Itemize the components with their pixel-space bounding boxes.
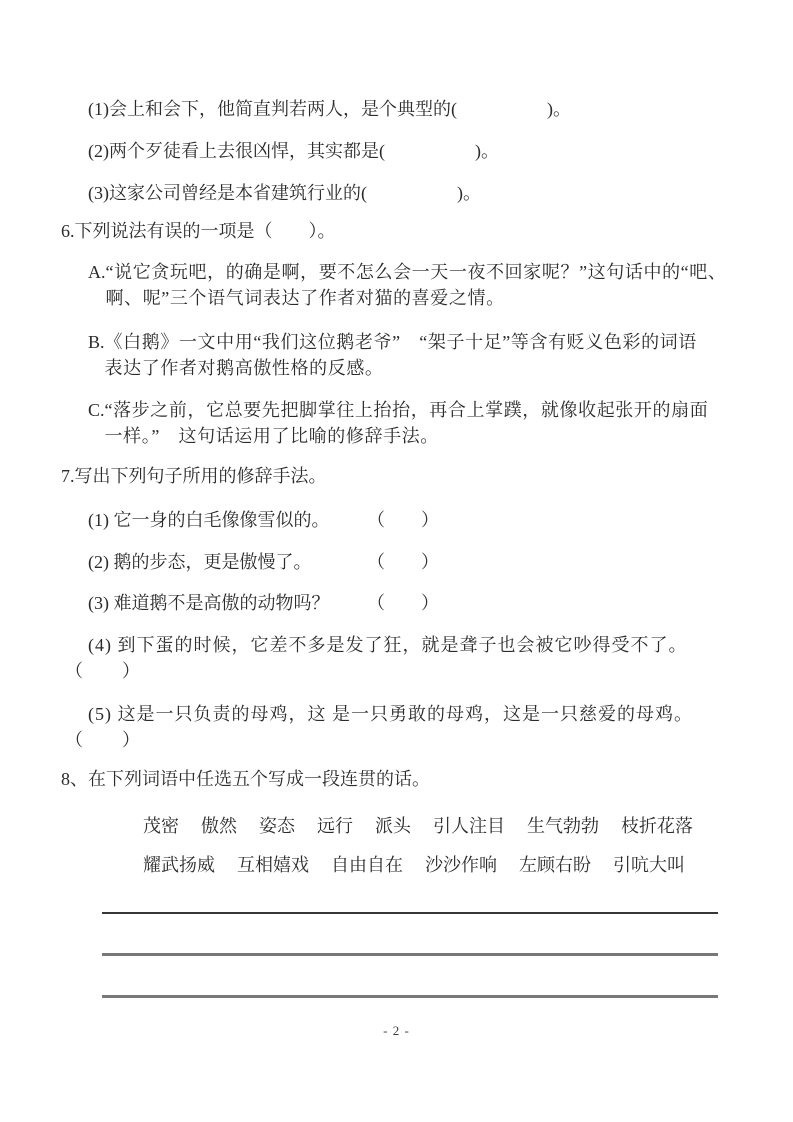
question-6-option-c: [88, 397, 745, 449]
word-item: 耀武扬威: [143, 855, 215, 875]
writing-line: [102, 953, 718, 956]
option-a-label: A.: [88, 262, 106, 282]
word-item: 姿态: [259, 816, 295, 836]
question-7-item-3: [88, 590, 745, 616]
answer-blank: （ ）: [65, 730, 141, 750]
question-5-items: [61, 96, 745, 222]
question-6-option-a: [88, 259, 745, 311]
question-7: [61, 463, 745, 753]
writing-line: [102, 912, 718, 914]
question-5-item-3: (3)这家公司曾经是本省建筑行业的( )。: [88, 183, 481, 203]
word-item: 傲然: [201, 816, 237, 836]
option-a-line-2: 啊、呢”三个语气词表达了作者对猫的喜爱之情。: [105, 288, 505, 308]
question-7-item-3-text: (3) 难道鹅不是高傲的动物吗？: [88, 593, 330, 613]
question-6: [61, 218, 745, 449]
question-7-stem: 7.写出下列句子所用的修辞手法。: [61, 466, 327, 486]
word-item: 远行: [317, 816, 353, 836]
word-item: 派头: [375, 816, 411, 836]
word-item: 左顾右盼: [519, 855, 591, 875]
word-item: 茂密: [143, 816, 179, 836]
question-7-item-4-text: (4) 到下蛋的时候，它差不多是发了狂，就是聋子也会被它吵得受不了。: [88, 635, 688, 655]
question-6-stem: 6.下列说法有误的一项是（ ）。: [61, 221, 336, 241]
writing-line: [102, 995, 718, 998]
question-7-item-5-text: (5) 这是一只负责的母鸡，这 是一只勇敢的母鸡，这是一只慈爱的母鸡。: [88, 704, 693, 724]
answer-blank: （ ）: [367, 510, 439, 530]
page-number: - 2 -: [383, 1023, 410, 1038]
question-7-item-5: [65, 701, 745, 753]
word-item: 枝折花落: [621, 816, 693, 836]
word-item: 引吭大叫: [613, 855, 685, 875]
word-item: 互相嬉戏: [237, 855, 309, 875]
answer-blank: （ ）: [367, 552, 439, 572]
option-b-text: [105, 329, 745, 381]
word-bank-row-1: [143, 813, 745, 839]
option-b-label: B.: [88, 332, 105, 352]
answer-blank: （ ）: [65, 661, 141, 681]
question-7-item-2: [88, 549, 745, 575]
option-c-line-1: “落步之前，它总要先把脚掌往上抬抬，再合上掌蹼，就像收起张开的扇面: [104, 400, 709, 420]
word-bank-row-2: [143, 852, 745, 878]
option-b-line-1: 《白鹅》一文中用“我们这位鹅老爷” “架子十足”等含有贬义色彩的词语: [104, 332, 697, 352]
word-item: 生气勃勃: [527, 816, 599, 836]
option-a-line-1: “说它贪玩吧，的确是啊，要不怎么会一天一夜不回家呢？”这句话中的“吧、: [105, 262, 727, 282]
option-c-label: C.: [88, 400, 105, 420]
word-item: 沙沙作响: [425, 855, 497, 875]
question-7-item-1: [88, 507, 745, 533]
question-7-item-1-text: (1) 它一身的白毛像像雪似的。: [88, 510, 330, 530]
question-5-item-2: (2)两个歹徒看上去很凶悍，其实都是( )。: [88, 141, 499, 161]
question-8: [61, 766, 745, 878]
question-8-stem: 8、在下列词语中任选五个写成一段连贯的话。: [61, 769, 430, 789]
option-c-line-2: 一样。” 这句话运用了比喻的修辞手法。: [104, 426, 439, 446]
option-a-text: [106, 259, 746, 311]
question-7-item-2-text: (2) 鹅的步态，更是傲慢了。: [88, 552, 312, 572]
option-b-line-2: 表达了作者对鹅高傲性格的反感。: [104, 358, 384, 378]
option-c-text: [105, 397, 745, 449]
word-item: 引人注目: [433, 816, 505, 836]
question-7-item-4: [65, 632, 745, 684]
question-5-item-1: (1)会上和会下，他简直判若两人，是个典型的( )。: [88, 99, 571, 119]
answer-blank: （ ）: [367, 593, 439, 613]
question-6-option-b: [88, 329, 745, 381]
word-item: 自由自在: [331, 855, 403, 875]
